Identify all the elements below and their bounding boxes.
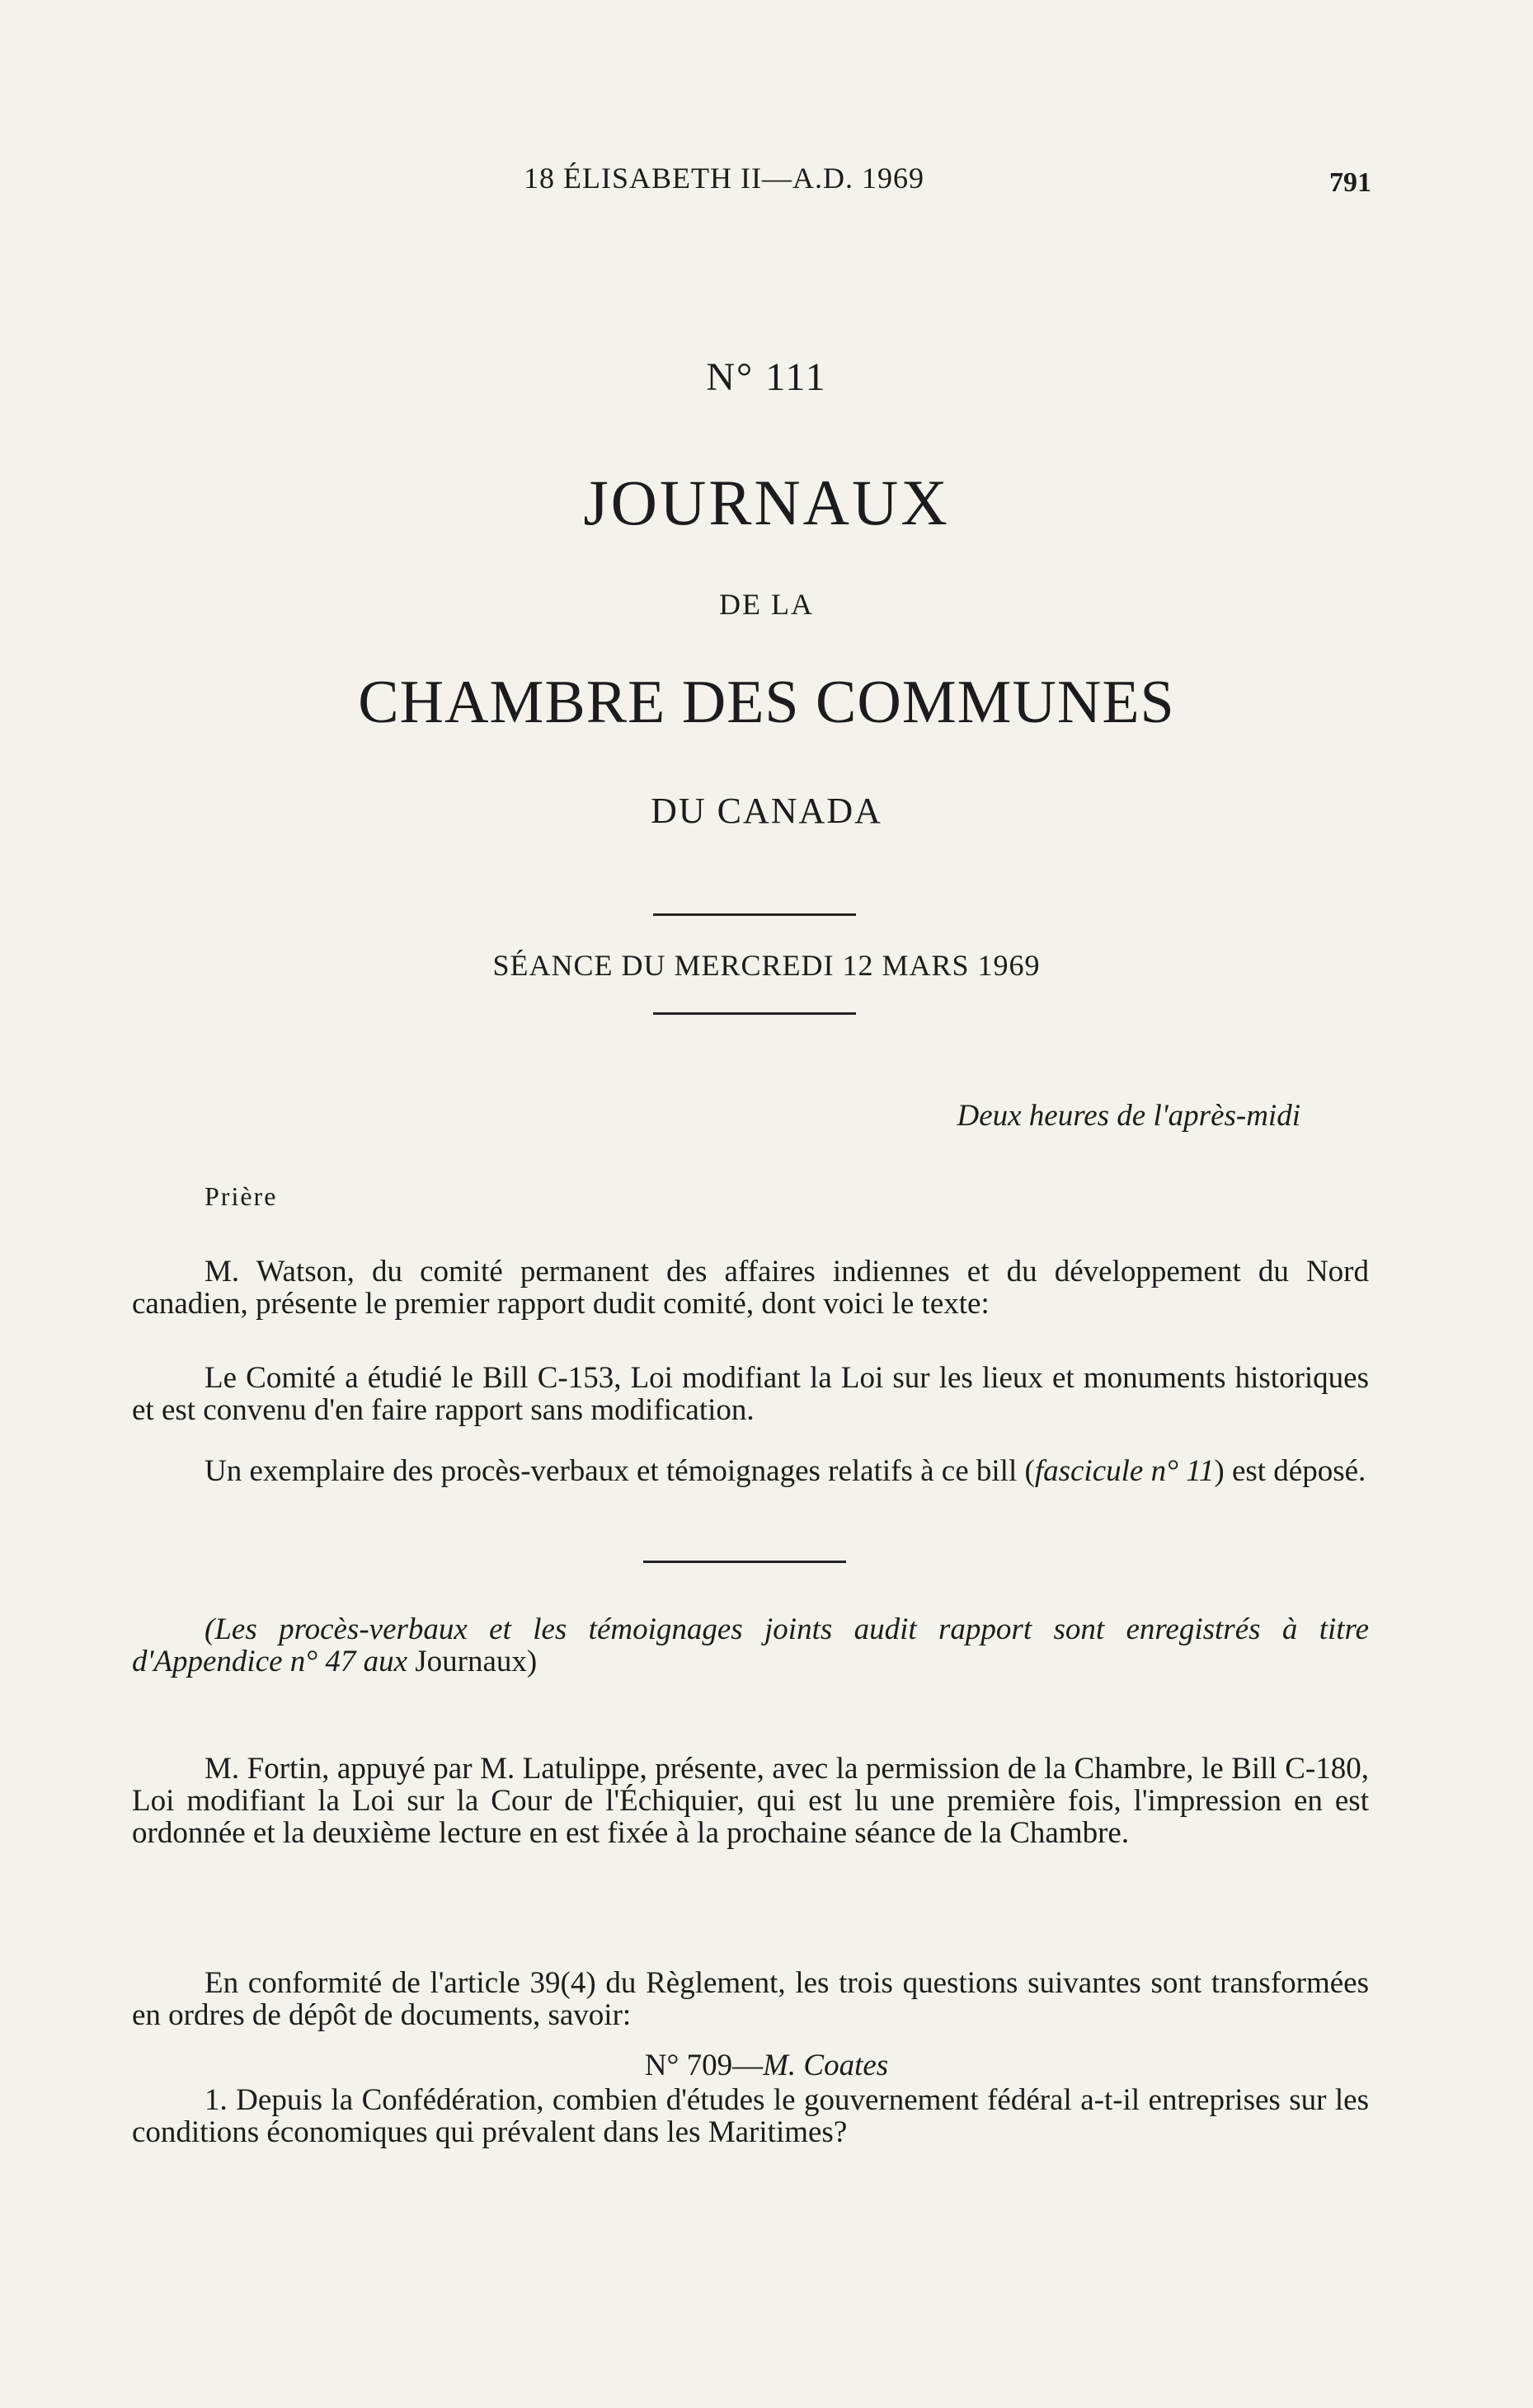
report-copy-fascicule: fascicule n° 11 (1034, 1454, 1215, 1488)
appendix-note-paragraph (132, 1613, 1369, 1678)
section-divider (643, 1561, 846, 1563)
question-number: N° 709— (644, 2049, 764, 2082)
sitting-date: SÉANCE DU MERCREDI 12 MARS 1969 (492, 949, 1041, 982)
appendix-note-end: Journaux) (415, 1645, 538, 1678)
question-heading (0, 2048, 1533, 2083)
bill-introduction-paragraph (132, 1753, 1369, 1849)
journal-title: JOURNAUX (583, 467, 950, 538)
question-text: 1. Depuis la Confédération, combien d'études le gouvernement fédéral a-t-il entreprises sur les conditions économiques qui prévalent dans les Maritimes? (132, 2083, 1369, 2149)
country-name: DU CANADA (651, 791, 882, 831)
running-head: 18 ÉLISABETH II—A.D. 1969 (524, 162, 924, 195)
report-copy-start: Un exemplaire des procès-verbaux et témoignages relatifs à ce bill ( (205, 1454, 1035, 1488)
question-member: M. Coates (763, 2049, 889, 2082)
bill-introduction-text: M. Fortin, appuyé par M. Latulippe, présente, avec la permission de la Chambre, le Bill C-180, Loi modifiant la Loi sur la Cour de l'Échiquier, qui est lu une première fois, l'impression en est ordonnée et la deuxième lecture en est fixée à la prochaine séance de la Chambre. (132, 1752, 1369, 1850)
page-number: 791 (1329, 167, 1371, 198)
page-header (0, 161, 1533, 210)
divider-top (653, 913, 856, 916)
prayer-heading: Prière (205, 1181, 278, 1211)
appendix-note-text: (Les procès-verbaux et les témoignages joints audit rapport sont enregistrés à titre d'Appendice n° 47 aux (132, 1612, 1369, 1678)
report-copy-end: ) est déposé. (1214, 1454, 1366, 1488)
report-intro-text: M. Watson, du comité permanent des affaires indiennes et du développement du Nord canadien, présente le premier rapport dudit comité, dont voici le texte: (132, 1255, 1369, 1321)
standing-order-text: En conformité de l'article 39(4) du Règlement, les trois questions suivantes sont transformées en ordres de dépôt de documents, savoir: (132, 1966, 1369, 2032)
sitting-time: Deux heures de l'après-midi (957, 1099, 1300, 1133)
report-intro-paragraph (132, 1256, 1369, 1320)
standing-order-paragraph (132, 1967, 1369, 2031)
report-copy-paragraph (132, 1455, 1369, 1487)
report-text-paragraph (132, 1362, 1369, 1426)
title-connector: DE LA (719, 588, 814, 621)
issue-number: N° 111 (706, 355, 827, 399)
divider-bottom (653, 1012, 856, 1015)
house-name: CHAMBRE DES COMMUNES (358, 669, 1175, 736)
report-text: Le Comité a étudié le Bill C-153, Loi modifiant la Loi sur les lieux et monuments historiques et est convenu d'en faire rapport sans modification. (132, 1361, 1369, 1427)
question-paragraph (132, 2084, 1369, 2148)
